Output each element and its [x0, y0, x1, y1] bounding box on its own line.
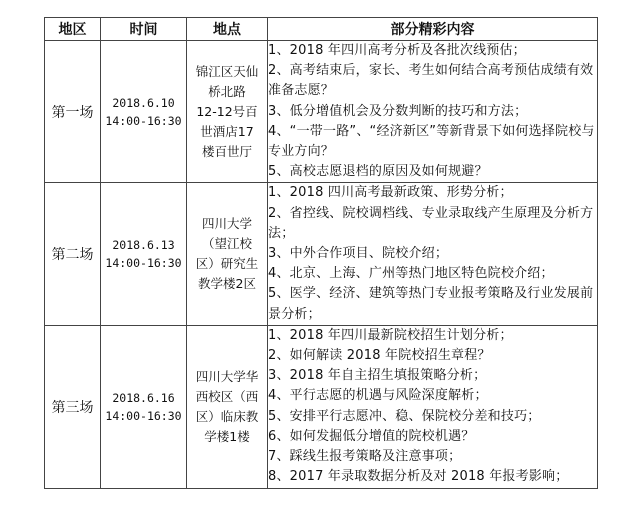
place-line: 西校区（西 — [195, 388, 259, 404]
content-cell — [268, 41, 598, 183]
hours-text: 14:00-16:30 — [105, 113, 182, 128]
region-cell: 第三场 — [45, 325, 101, 488]
header-region: 地区 — [45, 18, 101, 41]
time-cell — [101, 183, 187, 325]
place-line: 区）临床教 — [195, 408, 259, 424]
date-text: 2018.6.16 — [112, 390, 175, 405]
list-item: 8、2017 年录取数据分析及对 2018 年报考影响； — [268, 469, 569, 485]
list-item: 4、平行志愿的机遇与风险深度解析； — [268, 388, 488, 404]
list-item: 3、低分增值机会及分数判断的技巧和方法； — [268, 103, 528, 119]
content-cell — [268, 325, 598, 488]
place-line: （望江校 — [201, 236, 252, 252]
place-line: 楼百世厅 — [201, 143, 252, 159]
content-cell — [268, 183, 598, 325]
date-text: 2018.6.13 — [112, 238, 175, 253]
region-cell: 第一场 — [45, 41, 101, 183]
header-row — [45, 18, 598, 41]
place-line: 四川大学华 — [195, 368, 259, 384]
list-item: 3、2018 年自主招生填报策略分析； — [268, 368, 487, 384]
place-line: 学楼1楼 — [204, 428, 250, 444]
list-item: 5、高校志愿退档的原因及如何规避？ — [268, 164, 488, 180]
table-row — [45, 325, 598, 488]
list-item: 7、踩线生报考策略及注意事项； — [268, 449, 462, 465]
list-item: 5、医学、经济、建筑等热门专业报考策略及行业发展前景分析； — [268, 286, 594, 322]
time-cell — [101, 41, 187, 183]
list-item: 2、如何解读 2018 年院校招生章程？ — [268, 348, 491, 364]
place-line: 区）研究生 — [195, 256, 259, 272]
schedule-table — [44, 17, 598, 489]
place-cell — [187, 41, 268, 183]
date-text: 2018.6.10 — [112, 95, 175, 110]
time-cell — [101, 325, 187, 488]
list-item: 4、北京、上海、广州等热门地区特色院校介绍； — [268, 266, 554, 282]
header-place: 地点 — [187, 18, 268, 41]
hours-text: 14:00-16:30 — [105, 256, 182, 271]
header-time: 时间 — [101, 18, 187, 41]
list-item: 1、2018 年四川高考分析及各批次线预估； — [268, 43, 526, 58]
header-content: 部分精彩内容 — [268, 18, 598, 41]
region-cell: 第二场 — [45, 183, 101, 325]
place-line: 教学楼2区 — [198, 276, 256, 292]
list-item: 5、安排平行志愿冲、稳、保院校分差和技巧； — [268, 408, 541, 424]
list-item: 6、如何发掘低分增值的院校机遇？ — [268, 428, 475, 444]
list-item: 1、2018 四川高考最新政策、形势分析； — [268, 185, 513, 201]
table-row — [45, 41, 598, 183]
place-line: 世酒店17 — [200, 123, 254, 139]
place-line: 12-12号百 — [196, 103, 258, 119]
table-row — [45, 183, 598, 325]
list-item: 1、2018 年四川最新院校招生计划分析； — [268, 327, 513, 343]
list-item: 3、中外合作项目、院校介绍； — [268, 246, 449, 262]
place-cell — [187, 183, 268, 325]
list-item: 2、高考结束后，家长、考生如何结合高考预估成绩有效准备志愿？ — [268, 63, 594, 99]
place-line: 桥北路 — [208, 83, 246, 99]
hours-text: 14:00-16:30 — [105, 408, 182, 423]
place-cell — [187, 325, 268, 488]
place-line: 四川大学 — [201, 216, 252, 232]
list-item: 2、省控线、院校调档线、专业录取线产生原理及分析方法； — [268, 205, 594, 241]
place-line: 锦江区天仙 — [195, 63, 259, 79]
list-item: 4、“一带一路”、“经济新区”等新背景下如何选择院校与专业方向？ — [268, 123, 595, 160]
